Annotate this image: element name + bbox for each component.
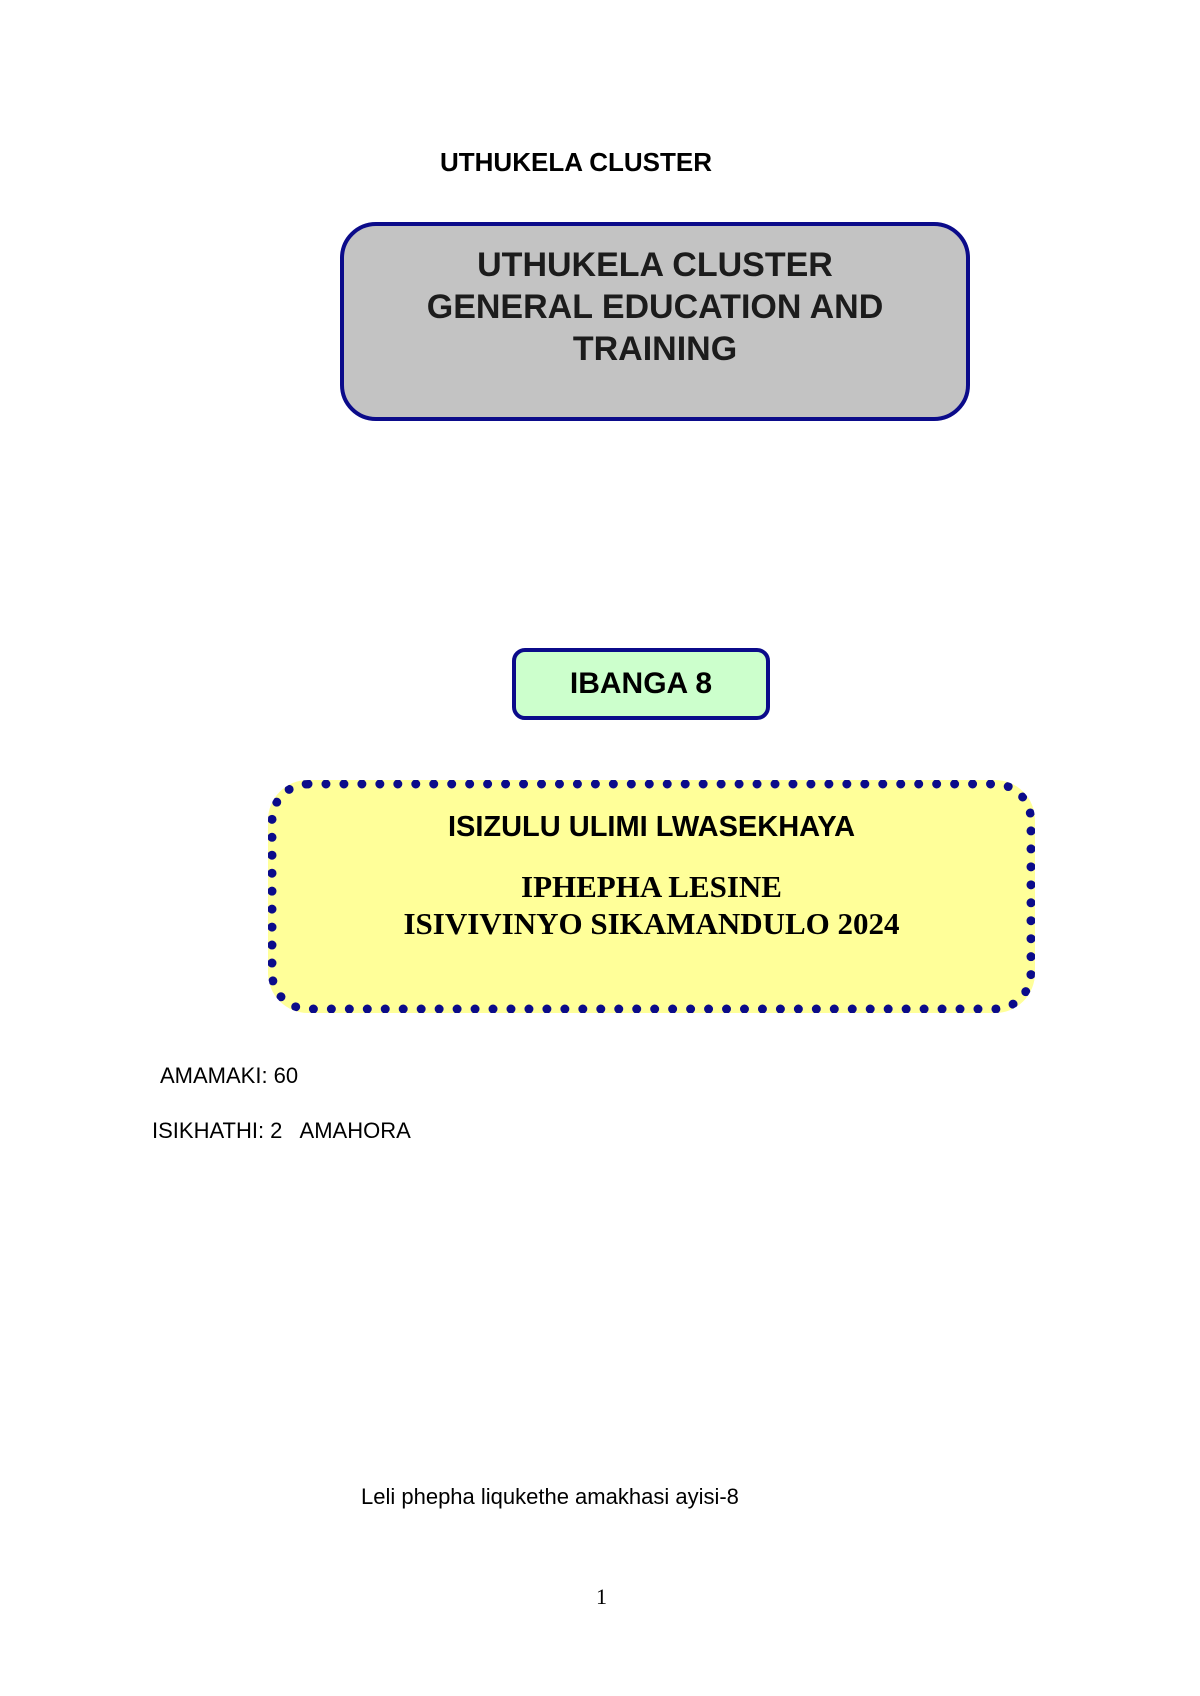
exam-title: ISIVIVINYO SIKAMANDULO 2024	[403, 906, 900, 941]
cluster-title-box	[340, 222, 970, 421]
time-line: ISIKHATHI: 2 AMAHORA	[152, 1118, 411, 1143]
paper-title: IPHEPHA LESINE	[521, 869, 782, 904]
cluster-title-line-1: UTHUKELA CLUSTER	[477, 246, 833, 284]
grade-label: IBANGA 8	[569, 667, 713, 700]
cluster-title-line-3: TRAINING	[572, 330, 738, 368]
marks-line: AMAMAKI: 60	[160, 1063, 299, 1088]
cluster-title-line-2: GENERAL EDUCATION AND	[426, 288, 884, 326]
subject-box	[268, 780, 1035, 1013]
page-count-note: Leli phepha liqukethe amakhasi ayisi-8	[361, 1484, 739, 1509]
subject-title: ISIZULU ULIMI LWASEKHAYA	[447, 811, 856, 843]
page-header-title: UTHUKELA CLUSTER	[440, 147, 713, 177]
grade-box	[512, 648, 770, 720]
page-number: 1	[596, 1584, 607, 1609]
